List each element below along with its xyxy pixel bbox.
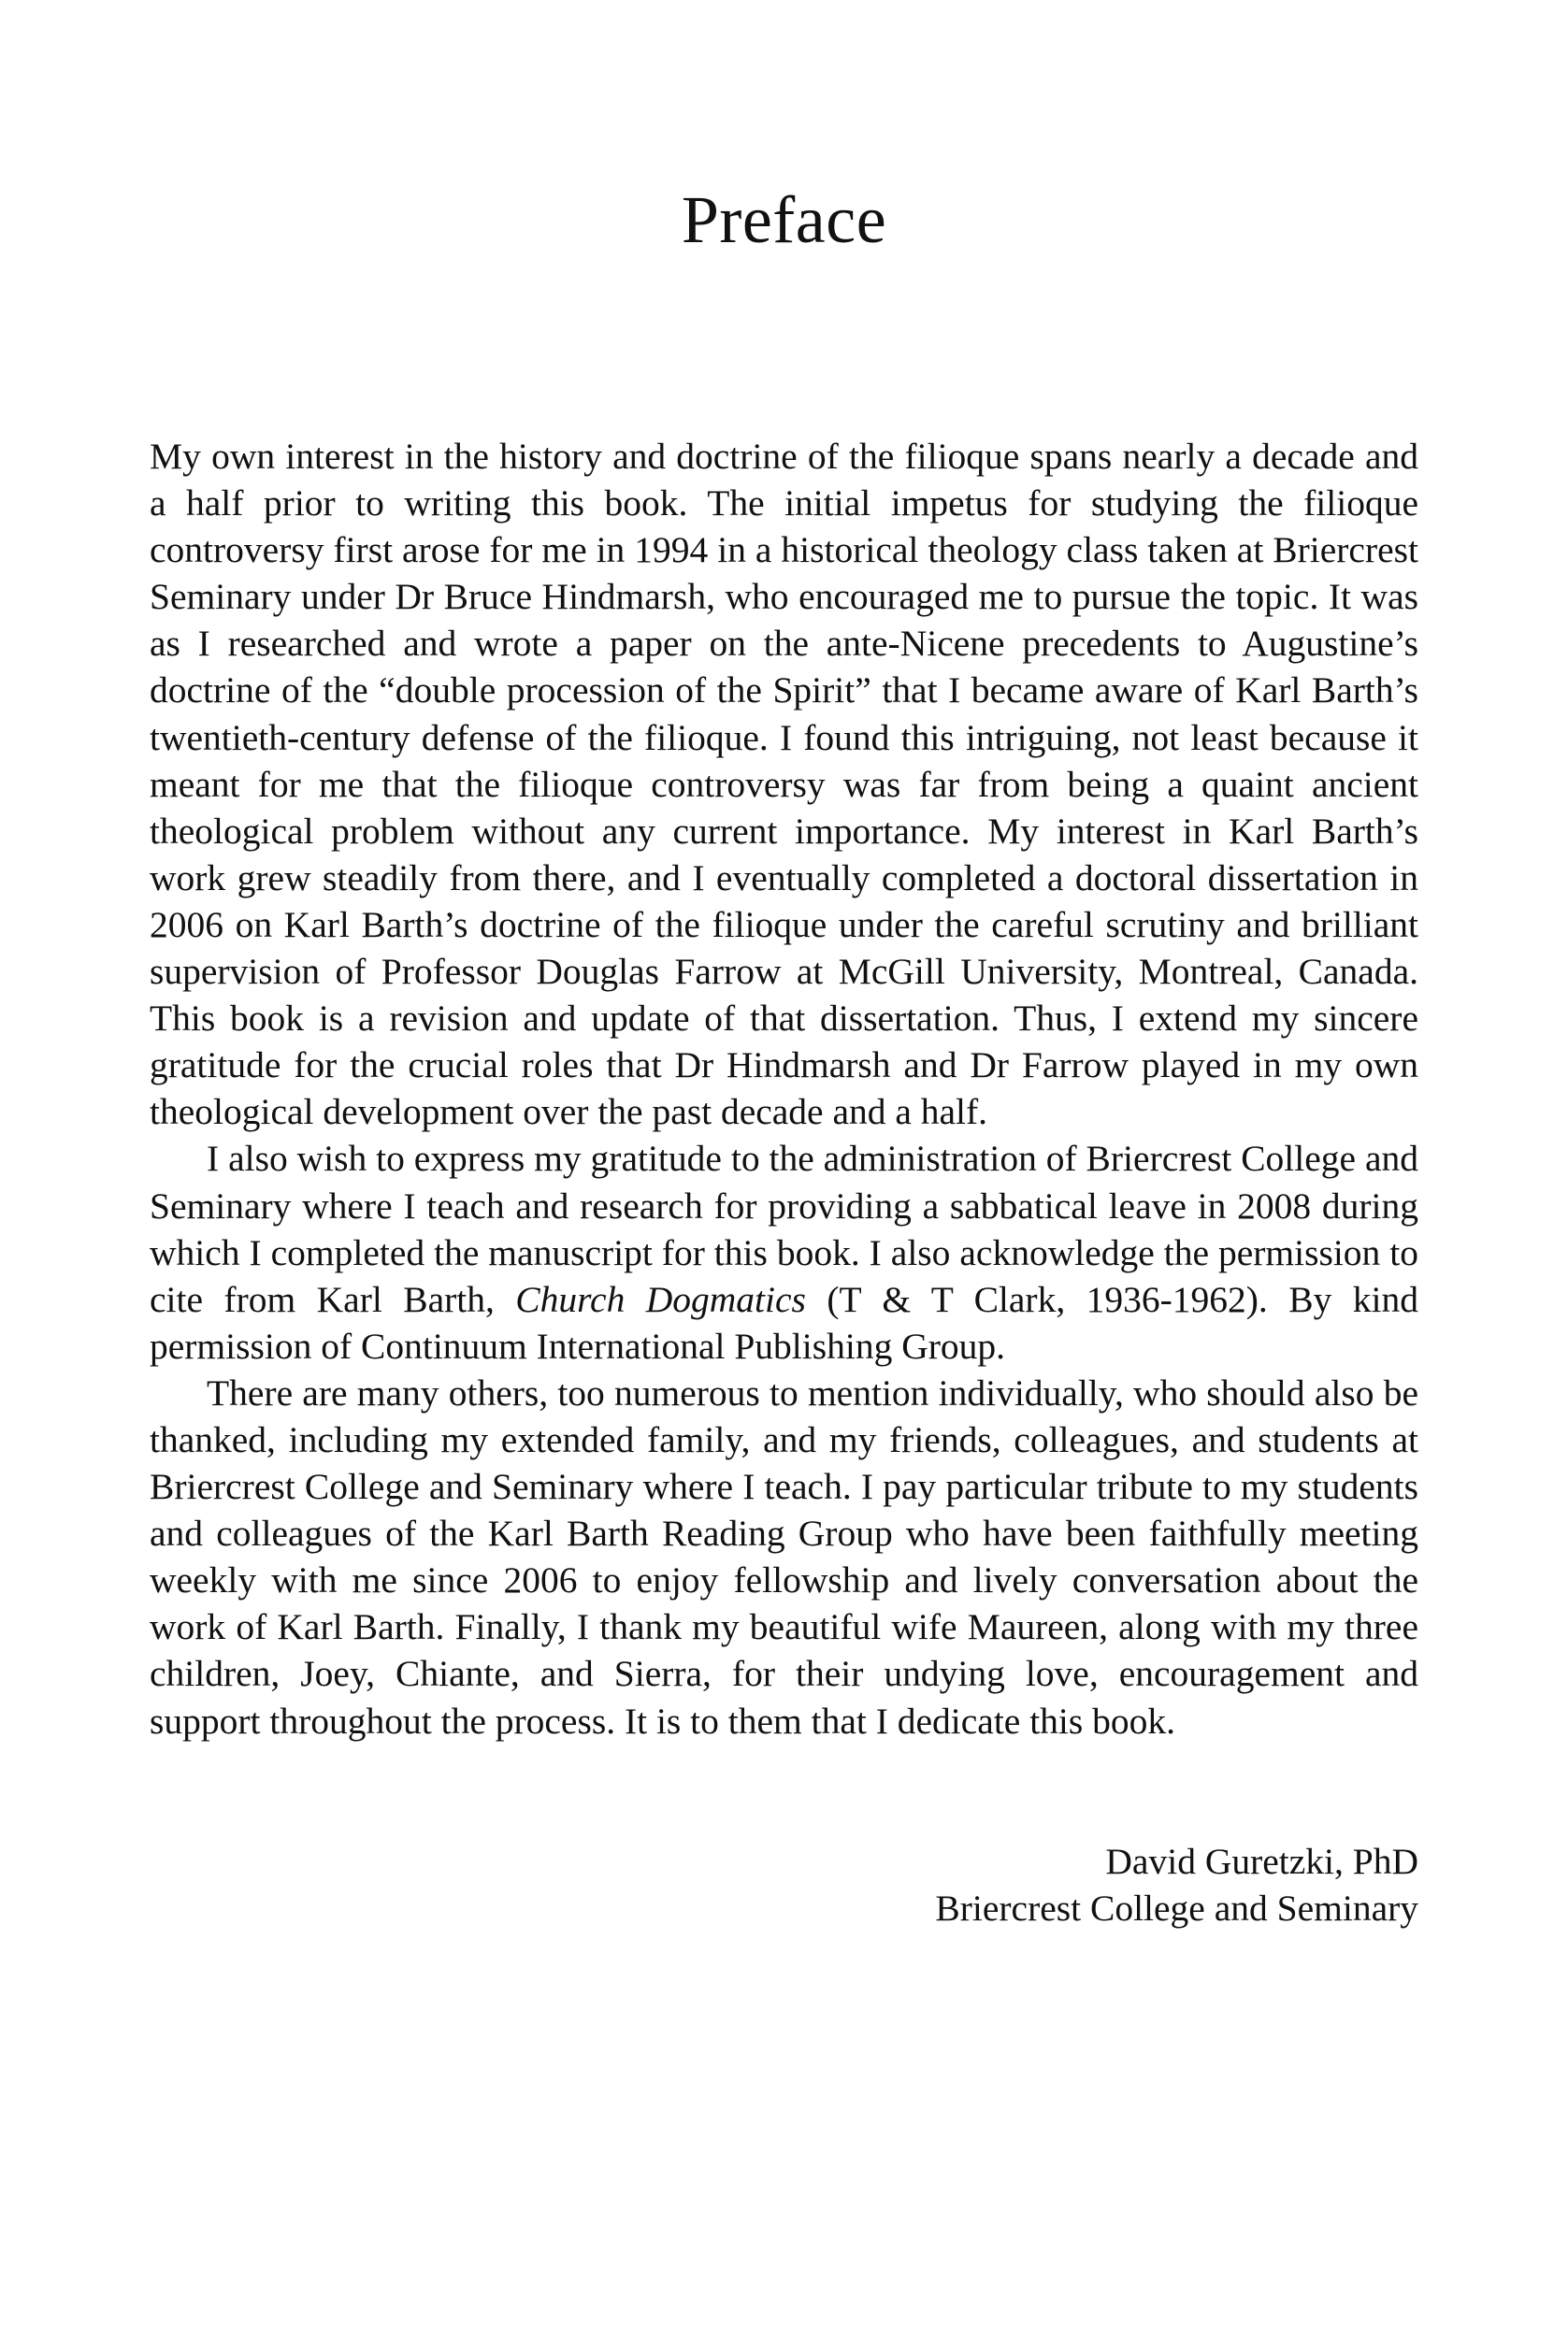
signature-block [150, 1838, 1418, 1932]
paragraph-2-text-after: (T & T Clark, 1936-1962). By kind permission of Continuum International Publishing Group. [150, 1278, 1418, 1367]
paragraph-3: There are many others, too numerous to mention individually, who should also be thanked, including my extended family, and my friends, colleagues, and students at Briercrest College and Seminary where I teach. I pay particular tribute to my students and colleagues of the Karl Barth Reading Group who have been faithfully meeting weekly with me since 2006 to enjoy fellowship and lively conversation about the work of Karl Barth. Finally, I thank my beautiful wife Maureen, along with my three children, Joey, Chiante, and Sierra, for their undying love, encouragement and support throughout the process. It is to them that I dedicate this book. [150, 1372, 1418, 1742]
preface-body [150, 433, 1418, 1745]
paragraph-1: My own interest in the history and doctrine of the filioque spans nearly a decade and a half prior to writing this book. The initial impetus for studying the filioque controversy first arose for me in 1994 in a historical theology class taken at Briercrest Seminary under Dr Bruce Hindmarsh, who encouraged me to pursue the topic. It was as I researched and wrote a paper on the ante-Nicene precedents to Augustine’s doctrine of the “double procession of the Spirit” that I became aware of Karl Barth’s twentieth-century defense of the filioque. I found this intriguing, not least because it meant for me that the filioque controversy was far from being a quaint ancient theological problem without any current importance. My interest in Karl Barth’s work grew steadily from there, and I eventually completed a doctoral dissertation in 2006 on Karl Barth’s doctrine of the filioque under the careful scrutiny and brilliant supervision of Professor Douglas Farrow at McGill University, Montreal, Canada. This book is a revision and update of that dissertation. Thus, I extend my sincere gratitude for the crucial roles that Dr Hindmarsh and Dr Farrow played in my own theological development over the past decade and a half. [150, 436, 1418, 1133]
paragraph-2-text-before: I also wish to express my gratitude to the administration of Briercrest College and Seminary where I teach and research for providing a sabbatical leave in 2008 during which I completed the manuscript for this book. I also acknowledge the permission to cite from Karl Barth, [150, 1138, 1418, 1320]
author-name: David Guretzki, PhD [1105, 1841, 1418, 1882]
book-title-church-dogmatics: Church Dogmatics [515, 1278, 806, 1320]
page-title: Preface [681, 182, 887, 257]
author-institution: Briercrest College and Seminary [935, 1888, 1418, 1929]
paragraph-2 [150, 1135, 1418, 1369]
